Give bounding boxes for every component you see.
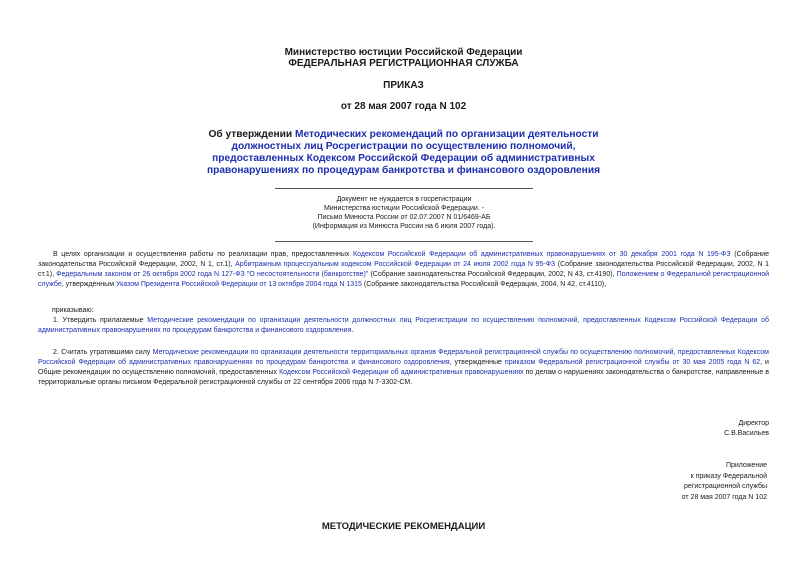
bankruptcy-law-link[interactable]: Федеральным законом от 26 октября 2002 года N 127-ФЗ "О несостоятельности (банкротстве)" (56, 271, 369, 278)
signer-position: Директор (738, 420, 769, 427)
order-item-2 (38, 348, 769, 388)
item-text: . (351, 327, 354, 334)
item-text: 2. Считать утратившими силу (53, 349, 153, 356)
note-line: (Информация из Минюста России на 6 июля 2007 года). (312, 223, 496, 230)
recommendations-link[interactable]: Методические рекомендации по организации деятельности должностных лиц Росрегистрации по осуществлению полномочий, предоставленных Кодексом Российской Федерации об административных правонарушениях по процедурам банкротства и финансового оздоровления (38, 317, 769, 334)
appendix-line: регистрационной службы (684, 483, 767, 490)
old-recommendations-link[interactable]: Методические рекомендации по организации деятельности территориальных органов Федеральной регистрационной службы по осуществлению полномочий, предоставленных Кодексом Российской Федерации об административных правонарушениях по процедурам банкротства и финансового оздоровления (38, 349, 769, 366)
apk-link[interactable]: Арбитражным процессуальным кодексом Российской Федерации от 24 июля 2002 года N 95-ФЗ (235, 261, 556, 268)
order-62-link[interactable]: приказом Федеральной регистрационной службы от 30 мая 2005 года N 62 (504, 359, 761, 366)
intro-text: (Собрание законодательства Российской Федерации, 2002, N 1 ст.1), (38, 261, 769, 278)
regulation-link[interactable]: Положением о Федеральной регистрационной службе (38, 271, 769, 288)
recommendations-heading: МЕТОДИЧЕСКИЕ РЕКОМЕНДАЦИИ (321, 521, 486, 532)
item-text: , и Общие рекомендации по осуществлению полномочий, предоставленных (38, 359, 769, 376)
document-title (200, 129, 607, 177)
item-text: 1. Утвердить прилагаемые (53, 317, 148, 324)
document-date-heading: от 28 мая 2007 года N 102 (340, 101, 467, 112)
appendix-line: от 28 мая 2007 года N 102 (681, 493, 767, 501)
note-divider-bottom (275, 241, 533, 242)
registration-note (275, 195, 533, 231)
appendix-line: к приказу Федеральной (690, 472, 767, 480)
title-prefix: Об утверждении (208, 129, 296, 140)
appendix-block (682, 461, 767, 503)
note-line: Документ не нуждается в госрегистрации (336, 196, 472, 203)
koap-link[interactable]: Кодексом Российской Федерации об административных правонарушениях от 30 декабря 2001 года N 195-ФЗ (353, 251, 731, 258)
intro-text: (Собрание законодательства Российской Федерации, 2002, N 43, ст.4190), (368, 271, 617, 278)
intro-text: , утвержденным (61, 281, 116, 288)
note-line: Письмо Минюста России от 02.07.2007 N 01/6469-АБ (317, 214, 491, 221)
item-text: , утвержденные (449, 359, 505, 366)
signature-block (724, 419, 769, 439)
ministry-heading: Министерство юстиции Российской Федерации (284, 47, 523, 58)
document-type-heading: ПРИКАЗ (383, 80, 424, 91)
order-word: приказываю: (52, 307, 94, 314)
intro-text: В целях организации и осуществления работы по реализации прав, предоставленных (53, 251, 354, 258)
service-heading: ФЕДЕРАЛЬНАЯ РЕГИСТРАЦИОННАЯ СЛУЖБА (288, 58, 519, 69)
order-item-1 (38, 316, 769, 336)
note-divider-top (275, 188, 533, 189)
intro-text: (Собрание законодательства Российской Федерации, 2002, N 1, ст.1), (38, 251, 769, 268)
intro-text: (Собрание законодательства Российской Федерации, 2004, N 42, ст.4110), (361, 281, 607, 288)
signer-name: С.В.Васильев (724, 430, 769, 437)
presidential-decree-link[interactable]: Указом Президента Российской Федерации от 13 октября 2004 года N 1315 (115, 281, 362, 288)
note-line: Министерства юстиции Российской Федерации. - (323, 205, 485, 212)
appendix-line: Приложение (725, 462, 767, 469)
koap-link-2[interactable]: Кодексом Российской Федерации об административных правонарушениях (279, 369, 524, 376)
item-text: по делам о нарушениях законодательства о банкротстве, направленные в территориальные органы письмом Федеральной регистрационной службы от 22 сентября 2006 года N 7-3302-СМ. (38, 369, 770, 386)
intro-paragraph (38, 250, 769, 290)
title-link[interactable]: Методических рекомендаций по организации деятельности должностных лиц Росрегистрации по осуществлению полномочий, предоставленных Кодексом Российской Федерации об административных правонарушениях по процедурам банкротства и финансового оздоровления (206, 129, 601, 176)
